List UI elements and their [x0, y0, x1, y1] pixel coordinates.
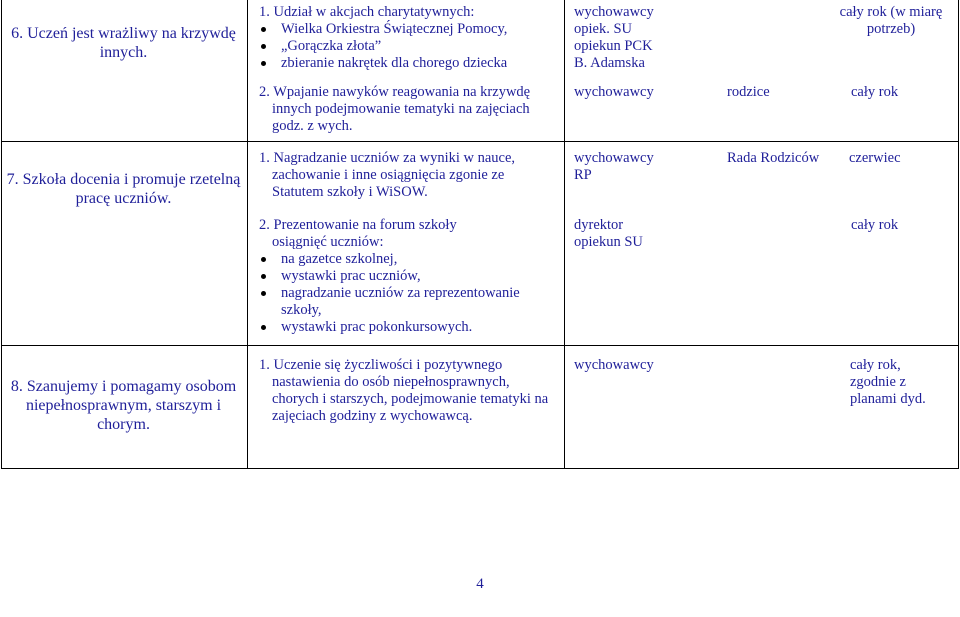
page-number: 4: [476, 576, 484, 592]
bullet-icon: [261, 325, 266, 330]
term-6-2: cały rok: [851, 84, 899, 100]
bullet-icon: [261, 291, 266, 296]
responsible-8-1: wychowawcy: [574, 357, 654, 373]
partners-7-1: Rada Rodziców: [727, 150, 820, 166]
goal-8: 8. Szanujemy i pomagamy osobom niepełnosprawnym, starszym i chorym.: [10, 378, 237, 433]
term-8-1: cały rok, zgodnie z planami dyd.: [850, 357, 926, 407]
task-6-1: [259, 4, 559, 72]
task-6-2: 2. Wpajanie nawyków reagowania na krzywdę innych podejmowanie tematyki na zajęciach godz. z wych.: [259, 84, 531, 134]
responsible-6-2: wychowawcy: [574, 84, 654, 100]
table-border-right: [958, 0, 959, 469]
task-7-1: 1. Nagradzanie uczniów za wyniki w nauce, zachowanie i inne osiągnięcia zgonie ze Statutem szkoły i WiSOW.: [259, 150, 516, 200]
row-divider-2: [1, 345, 959, 346]
table-divider-task: [564, 0, 565, 469]
list-item: „Gorączka złota”: [259, 38, 559, 55]
table-divider-goal: [247, 0, 248, 469]
partners-6-2: rodzice: [727, 84, 770, 100]
term-7-2: cały rok: [851, 217, 899, 233]
list-item: zbieranie nakrętek dla chorego dziecka: [259, 55, 559, 72]
bullet-icon: [261, 61, 266, 66]
bullet-icon: [261, 44, 266, 49]
list-item: wystawki prac pokonkursowych.: [259, 319, 559, 336]
task-7-2: 2. Prezentowanie na forum szkoły osiągnięć uczniów: na gazetce szkolnej, wystawki prac uczniów, nagradzanie uczniów za reprezentowanie szkoły, wystawki prac pokonkursowych.: [259, 217, 559, 336]
task-6-1-bullets: [259, 21, 559, 72]
bullet-icon: [261, 257, 266, 262]
term-7-1: czerwiec: [849, 150, 901, 166]
bullet-icon: [261, 274, 266, 279]
bullet-icon: [261, 27, 266, 32]
list-item: wystawki prac uczniów,: [259, 268, 559, 285]
term-6-1: cały rok (w miarę potrzeb): [839, 4, 943, 37]
responsible-7-1: wychowawcy RP: [574, 150, 654, 183]
row-divider-1: [1, 141, 959, 142]
task-7-2-bullets: [259, 251, 559, 336]
list-item: na gazetce szkolnej,: [259, 251, 559, 268]
responsible-6-1: wychowawcy opiek. SU opiekun PCK B. Adamska: [574, 4, 654, 71]
goal-6: 6. Uczeń jest wrażliwy na krzywdę innych.: [11, 25, 236, 61]
task-6-1-lead: 1. Udział w akcjach charytatywnych:: [259, 4, 475, 20]
list-item: Wielka Orkiestra Świątecznej Pomocy,: [259, 21, 559, 38]
responsible-7-2: dyrektor opiekun SU: [574, 217, 643, 250]
goal-7: 7. Szkoła docenia i promuje rzetelną pracę uczniów.: [6, 171, 241, 207]
table-border-bottom: [1, 468, 959, 469]
task-8-1: 1. Uczenie się życzliwości i pozytywnego nastawienia do osób niepełnosprawnych, chorych i starszych, podejmowanie tematyki na zajęciach godziny z wychowawcą.: [259, 357, 549, 424]
list-item: nagradzanie uczniów za reprezentowanie szkoły,: [259, 285, 559, 319]
